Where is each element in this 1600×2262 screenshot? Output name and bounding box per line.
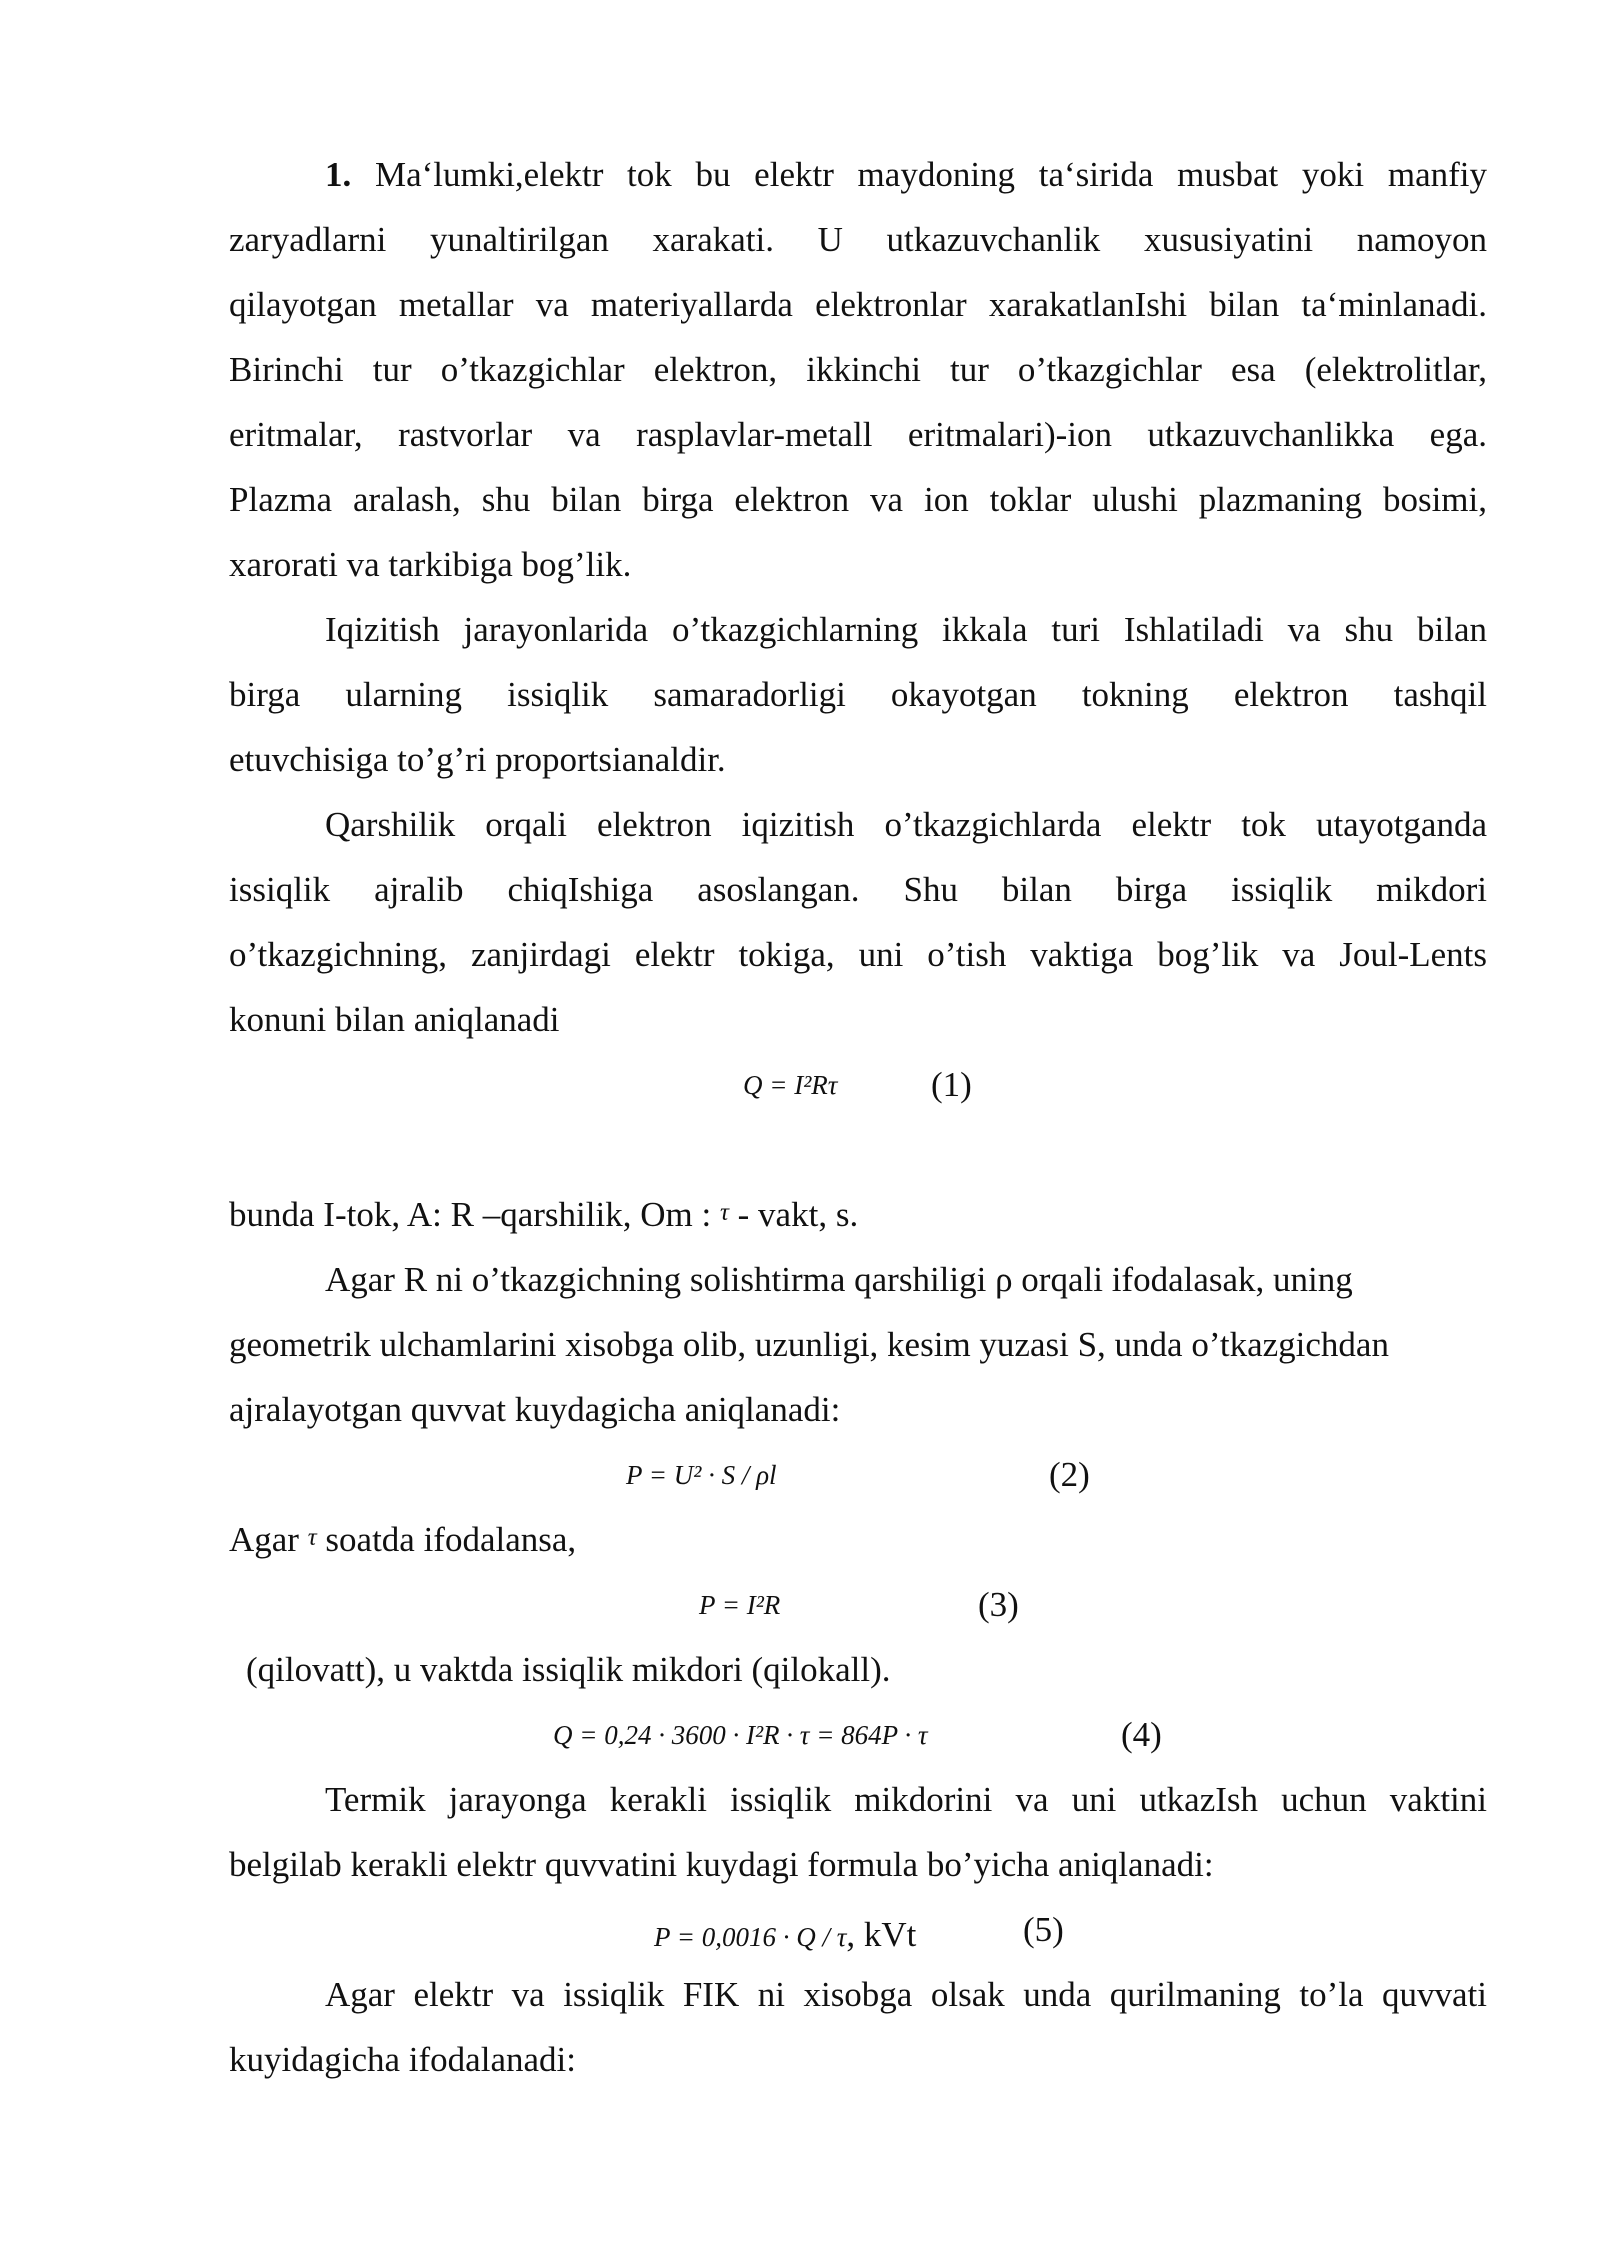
para2-line1: Iqizitish jarayonlarida o’tkazgichlarning ikkala turi Ishlatiladi va shu bilan <box>325 610 1487 649</box>
para3-line2: issiqlik ajralib chiqIshiga asoslangan. Shu bilan birga issiqlik mikdori <box>229 870 1487 909</box>
para3-line3: o’tkazgichning, zanjirdagi elektr tokiga, uni o’tish vaktiga bog’lik va Joul-Lents <box>229 935 1487 974</box>
equation-2: P = U² · S / ρl <box>626 1460 777 1490</box>
para1-line2: zaryadlarni yunaltirilgan xarakati. U utkazuvchanlik xususiyatini namoyon <box>229 220 1487 259</box>
equation-4: Q = 0,24 · 3600 · I²R · τ = 864P · τ <box>553 1720 928 1750</box>
equation-3: P = I²R <box>699 1590 781 1620</box>
equation-5 <box>654 1914 916 1956</box>
para3-line4: konuni bilan aniqlanadi <box>229 1000 560 1039</box>
para6-text-before: Agar <box>229 1520 299 1559</box>
para1-line1 <box>325 154 1487 196</box>
para5-line3: ajralayotgan quvvat kuydagicha aniqlanadi: <box>229 1390 841 1429</box>
para2-line2: birga ularning issiqlik samaradorligi okayotgan tokning elektron tashqil <box>229 675 1487 714</box>
para5-line1: Agar R ni o’tkazgichning solishtirma qarshiligi ρ orqali ifodalasak, uning <box>325 1260 1353 1299</box>
para3-line1: Qarshilik orqali elektron iqizitish o’tkazgichlarda elektr tok utayotganda <box>325 805 1487 844</box>
para7-line1: (qilovatt), u vaktda issiqlik mikdori (qilokall). <box>246 1650 891 1689</box>
para1-line1-text: Ma‘lumki,elektr tok bu elektr maydoning ta‘sirida musbat yoki manfiy <box>374 155 1487 194</box>
para5-line2: geometrik ulchamlarini xisobga olib, uzunligi, kesim yuzasi S, unda o’tkazgichdan <box>229 1325 1389 1364</box>
para1-line5: eritmalar, rastvorlar va rasplavlar-metall eritmalari)-ion utkazuvchanlikka ega. <box>229 415 1487 454</box>
para6-text-after: soatda ifodalansa, <box>325 1520 577 1559</box>
equation-1-number: (1) <box>931 1065 972 1104</box>
equation-3-number: (3) <box>978 1585 1019 1624</box>
equation-5-formula: P = 0,0016 · Q / τ <box>654 1922 847 1952</box>
para9-line1: Agar elektr va issiqlik FIK ni xisobga olsak unda qurilmaning to’la quvvati <box>325 1975 1487 2014</box>
equation-1: Q = I²Rτ <box>743 1070 838 1100</box>
para1-line6: Plazma aralash, shu bilan birga elektron va ion toklar ulushi plazmaning bosimi, <box>229 480 1487 519</box>
tau-symbol: τ <box>307 1524 317 1551</box>
tau-symbol: τ <box>719 1199 729 1226</box>
equation-5-unit: , kVt <box>846 1915 917 1954</box>
equation-5-number: (5) <box>1023 1910 1064 1949</box>
para1-line4: Birinchi tur o’tkazgichlar elektron, ikkinchi tur o’tkazgichlar esa (elektrolitlar, <box>229 350 1487 389</box>
para8-line1: Termik jarayonga kerakli issiqlik mikdorini va uni utkazIsh uchun vaktini <box>325 1780 1487 1819</box>
para8-line2: belgilab kerakli elektr quvvatini kuydagi formula bo’yicha aniqlanadi: <box>229 1845 1214 1884</box>
para2-line3: etuvchisiga to’g’ri proportsianaldir. <box>229 740 726 779</box>
para4-line1 <box>229 1194 1487 1236</box>
para4-text-before: bunda I-tok, A: R –qarshilik, Om : <box>229 1195 712 1234</box>
equation-4-number: (4) <box>1121 1715 1162 1754</box>
para1-line7: xarorati va tarkibiga bog’lik. <box>229 545 632 584</box>
para1-line3: qilayotgan metallar va materiyallarda elektronlar xarakatlanIshi bilan ta‘minlanadi. <box>229 285 1487 324</box>
para9-line2: kuyidagicha ifodalanadi: <box>229 2040 576 2079</box>
para6-line1 <box>229 1519 1487 1561</box>
equation-2-number: (2) <box>1049 1455 1090 1494</box>
para4-text-after: - vakt, s. <box>737 1195 859 1234</box>
section-number: 1. <box>325 155 352 194</box>
